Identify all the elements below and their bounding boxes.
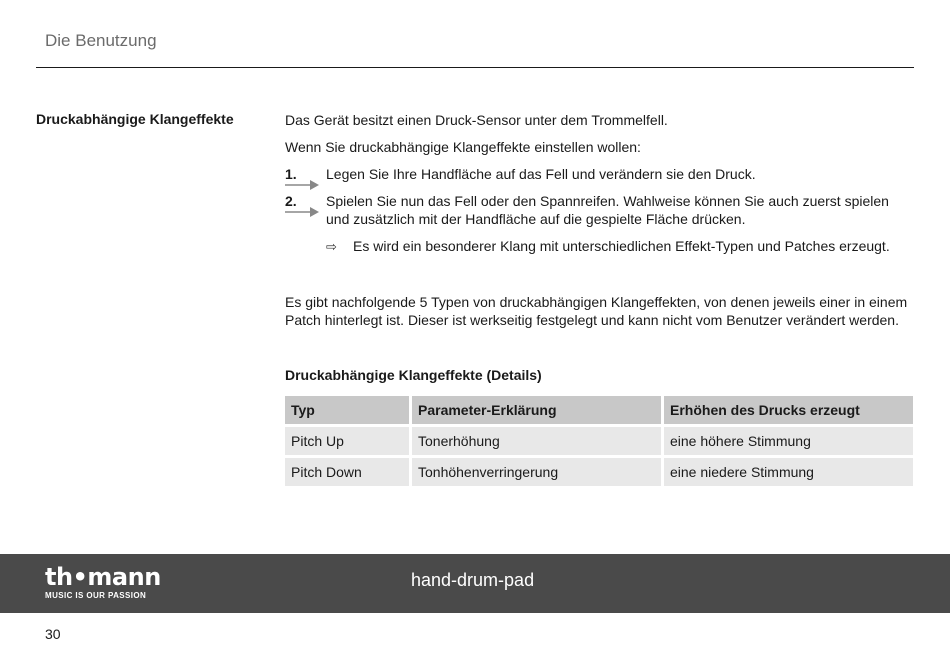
step-arrow-icon (285, 180, 319, 190)
table-row (285, 427, 913, 455)
paragraph-effect-types: Es gibt nachfolgende 5 Typen von druckabhängigen Klangeffekten, von denen jeweils einer in einem Patch hinterlegt ist. Dieser ist werkseitig festgelegt und kann nicht vom Benutzer verändert werden. (285, 294, 908, 328)
page-number: 30 (45, 626, 61, 642)
table-cell-pressure-effect: eine niedere Stimmung (664, 458, 913, 486)
step-number: 1. (285, 166, 297, 182)
table-cell-type: Pitch Up (285, 427, 409, 455)
table-cell-parameter: Tonhöhenverringerung (412, 458, 661, 486)
column-header-parameter: Parameter-Erklärung (412, 396, 661, 424)
step-2 (285, 192, 913, 228)
result-text: Es wird ein besonderer Klang mit unterschiedlichen Effekt-Typen und Patches erzeugt. (353, 238, 890, 254)
result-note (285, 237, 913, 255)
table-header-row (285, 396, 913, 424)
main-content (285, 111, 913, 489)
table-cell-type: Pitch Down (285, 458, 409, 486)
brand-name: th•mann (45, 563, 161, 591)
table-cell-parameter: Tonerhöhung (412, 427, 661, 455)
paragraph-instructions-lead: Wenn Sie druckabhängige Klangeffekte einstellen wollen: (285, 139, 641, 155)
table-row (285, 458, 913, 486)
brand-tagline: MUSIC IS OUR PASSION (45, 591, 147, 600)
step-1 (285, 165, 913, 183)
column-header-pressure-effect: Erhöhen des Drucks erzeugt (664, 396, 913, 424)
thomann-logo (45, 565, 161, 600)
paragraph-sensor: Das Gerät besitzt einen Druck-Sensor unter dem Trommelfell. (285, 112, 668, 128)
step-text: Spielen Sie nun das Fell oder den Spannreifen. Wahlweise können Sie auch zuerst spielen und zusätzlich mit der Handfläche auf die gespielte Fläche drücken. (326, 193, 889, 227)
table-cell-pressure-effect: eine höhere Stimmung (664, 427, 913, 455)
step-text: Legen Sie Ihre Handfläche auf das Fell und verändern sie den Druck. (326, 166, 756, 182)
step-number: 2. (285, 193, 297, 209)
header-divider (36, 67, 914, 68)
step-arrow-icon (285, 207, 319, 217)
page-header-title: Die Benutzung (45, 31, 157, 50)
column-header-type: Typ (285, 396, 409, 424)
table-title: Druckabhängige Klangeffekte (Details) (285, 367, 542, 383)
section-heading: Druckabhängige Klangeffekte (36, 111, 234, 127)
effects-table (282, 393, 916, 489)
product-name: hand-drum-pad (411, 570, 535, 590)
result-arrow-icon: ⇨ (326, 239, 337, 254)
